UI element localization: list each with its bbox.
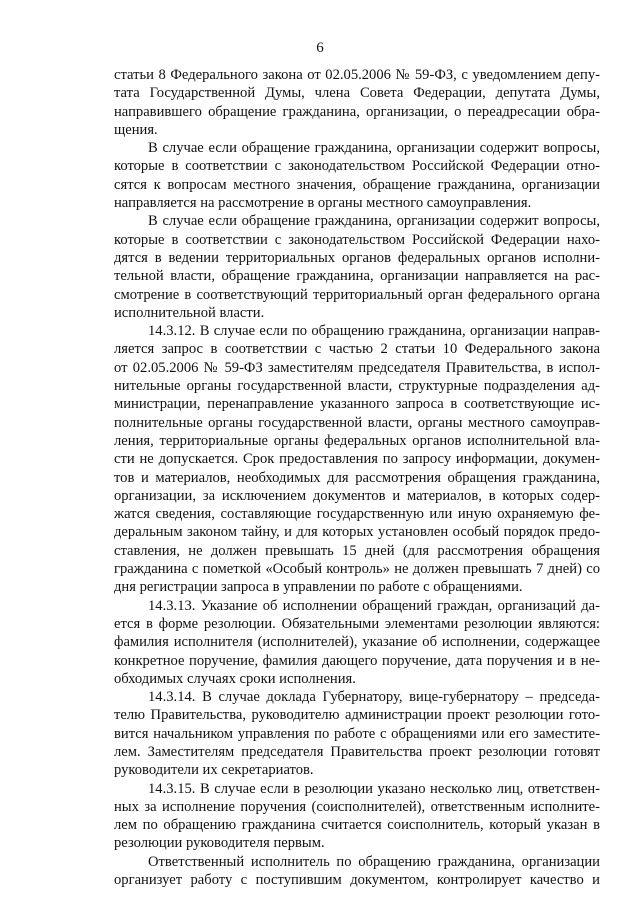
- text-line: полнительные органы государственной власти, органы местного самоуправ-: [114, 414, 600, 431]
- text-line: организует работу с поступившим документом, контролирует качество и: [114, 872, 600, 889]
- text-line: вится начальником управления по работе с обращениями или его заместите-: [114, 725, 600, 742]
- text-line: статьи 8 Федерального закона от 02.05.2006 № 59-ФЗ, с уведомлением депу-: [114, 67, 600, 83]
- text-line: гражданина с пометкой «Особый контроль» не должен превышать 7 дней) со: [114, 561, 600, 578]
- text-line: ется в форме резолюции. Обязательными элементами резолюции являются:: [114, 615, 600, 632]
- text-line: направляется на рассмотрение в органы местного самоуправления.: [114, 195, 532, 212]
- text-line: которые в соответствии с законодательством Российской Федерации отно-: [114, 158, 600, 175]
- text-line: тельной власти, обращение гражданина, организации направляется на рас-: [114, 268, 600, 285]
- text-line: министрации, перенаправление указанного запроса в соответствующие ис-: [114, 396, 600, 413]
- text-line: 14.3.15. В случае если в резолюции указано несколько лиц, ответствен-: [148, 780, 600, 797]
- text-line: нительные органы государственной власти, структурные подразделения ад-: [114, 378, 600, 395]
- text-line: лем. Заместителям председателя Правительства проект резолюции готовят: [114, 743, 600, 760]
- text-line: ляется запрос в соответствии с частью 2 статьи 10 Федерального закона: [114, 341, 600, 358]
- text-line: щения.: [114, 121, 158, 138]
- text-line: сти не допускается. Срок предоставления по запросу информации, докумен-: [114, 451, 600, 468]
- text-line: 14.3.14. В случае доклада Губернатору, вице-губернатору – председа-: [148, 689, 600, 706]
- text-line: ставления, не должен превышать 15 дней (для рассмотрения обращения: [114, 542, 600, 559]
- text-line: направившего обращение гражданина, организации, о переадресации обра-: [114, 103, 600, 120]
- text-line: организации, за исключением документов и материалов, в которых содер-: [114, 487, 600, 504]
- text-line: смотрение в соответствующий территориальный орган федерального органа: [114, 286, 600, 303]
- text-line: лем по обращению гражданина считается соисполнитель, который указан в: [114, 817, 600, 834]
- text-line: исполнительной власти.: [114, 304, 265, 321]
- text-line: дня регистрации запроса в управлении по работе с обращениями.: [114, 579, 523, 596]
- text-line: ления, территориальные органы федеральных органов исполнительной вла-: [114, 432, 600, 449]
- text-line: тата Государственной Думы, члена Совета Федерации, депутата Думы,: [114, 85, 600, 102]
- text-line: дятся в ведении территориальных органов федеральных органов исполни-: [114, 249, 600, 266]
- text-line: В случае если обращение гражданина, организации содержит вопросы,: [148, 213, 600, 230]
- text-line: фамилия исполнителя (исполнителей), указание об исполнении, содержащее: [114, 634, 600, 651]
- text-line: сятся к вопросам местного значения, обращение гражданина, организации: [114, 176, 600, 193]
- text-line: телю Правительства, руководителю администрации проект резолюции гото-: [114, 707, 600, 724]
- text-line: от 02.05.2006 № 59-ФЗ заместителям председателя Правительства, в испол-: [114, 359, 600, 376]
- text-line: которые в соответствии с законодательством Российской Федерации нахо-: [114, 231, 600, 248]
- text-line: обходимых случаях сроки исполнения.: [114, 670, 356, 687]
- page-number: 6: [316, 40, 324, 56]
- text-line: жатся сведения, составляющие государственную или иную охраняемую фе-: [114, 506, 600, 523]
- text-line: Ответственный исполнитель по обращению гражданина, организации: [148, 853, 600, 870]
- text-line: резолюции руководителя первым.: [114, 835, 325, 852]
- text-line: руководители их секретариатов.: [114, 762, 314, 779]
- text-line: тов и материалов, необходимых для рассмотрения обращения гражданина,: [114, 469, 600, 486]
- text-line: 14.3.13. Указание об исполнении обращений граждан, организаций да-: [148, 597, 600, 614]
- text-line: В случае если обращение гражданина, организации содержит вопросы,: [148, 140, 600, 157]
- text-line: деральным законом тайну, и для которых установлен особый порядок предо-: [114, 524, 600, 541]
- text-line: ных за исполнение поручения (соисполнителей), ответственным исполните-: [114, 798, 600, 815]
- text-line: конкретное поручение, фамилия дающего поручение, дата поручения и в не-: [114, 652, 600, 669]
- text-line: 14.3.12. В случае если по обращению гражданина, организации направ-: [148, 323, 600, 340]
- document-body: [114, 66, 600, 889]
